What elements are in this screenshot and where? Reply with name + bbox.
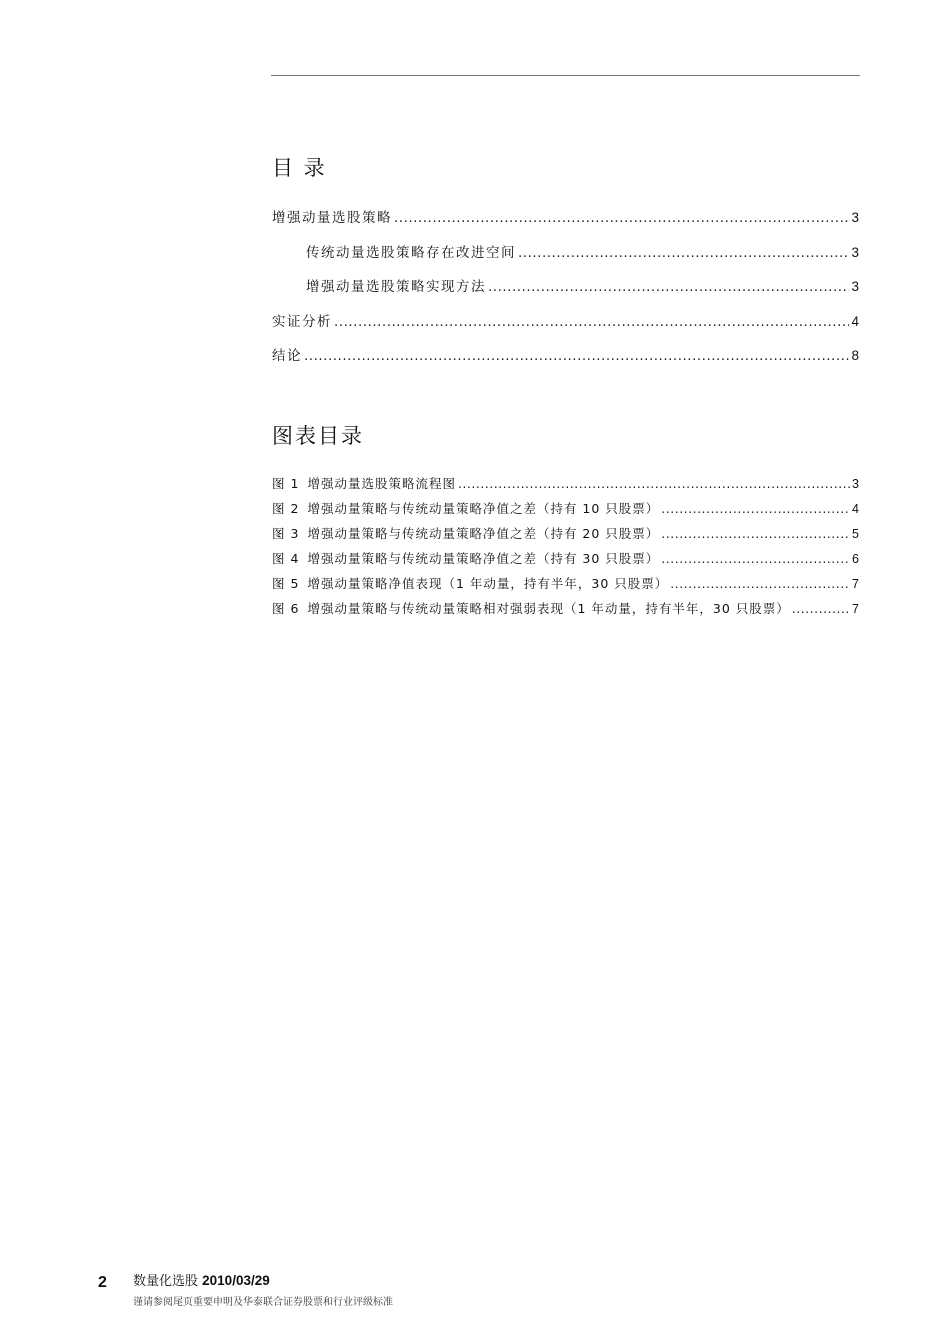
toc-entry[interactable] <box>272 344 859 364</box>
dot-leader <box>458 476 850 491</box>
figure-entry-page: 4 <box>852 502 859 516</box>
figure-entry-page: 7 <box>852 577 859 591</box>
dot-leader <box>334 314 849 330</box>
figure-entry-number: 图 5 <box>272 576 300 591</box>
dot-leader <box>670 576 850 591</box>
figure-list-heading: 图表目录 <box>272 424 364 448</box>
figure-entry[interactable] <box>272 599 859 617</box>
toc-heading: 目 录 <box>272 156 327 180</box>
toc-entry-label: 实证分析 <box>272 314 332 330</box>
header-rule <box>271 75 860 76</box>
figure-entry[interactable] <box>272 549 859 567</box>
toc-entry-label: 结论 <box>272 348 302 364</box>
footer-report-title <box>133 1270 270 1289</box>
figure-entry-label: 增强动量策略与传统动量策略净值之差（持有 20 只股票） <box>307 526 660 541</box>
page-number: 2 <box>98 1274 107 1291</box>
toc-entry-page: 8 <box>851 348 859 363</box>
dot-leader <box>661 551 850 566</box>
report-title: 数量化选股 <box>133 1274 199 1289</box>
figure-entry[interactable] <box>272 474 859 492</box>
dot-leader <box>488 279 849 295</box>
dot-leader <box>661 501 850 516</box>
figure-entry[interactable] <box>272 499 859 517</box>
toc-entry-page: 3 <box>851 210 859 225</box>
figure-entry-label: 增强动量策略与传统动量策略净值之差（持有 10 只股票） <box>307 501 660 516</box>
toc-entry-label: 增强动量选股策略实现方法 <box>306 279 486 295</box>
toc-entry[interactable] <box>272 310 859 330</box>
toc-entry-page: 3 <box>851 245 859 260</box>
dot-leader <box>661 526 850 541</box>
toc-entry-label: 传统动量选股策略存在改进空间 <box>306 245 516 261</box>
dot-leader <box>518 245 849 261</box>
toc-entry-page: 4 <box>851 314 859 329</box>
figure-entry-label: 增强动量策略与传统动量策略净值之差（持有 30 只股票） <box>307 551 660 566</box>
figure-entry-page: 7 <box>852 602 859 616</box>
figure-entry-number: 图 1 <box>272 476 300 491</box>
figure-entry-number: 图 6 <box>272 601 300 616</box>
toc-entry[interactable] <box>272 206 859 226</box>
figure-entry-page: 6 <box>852 552 859 566</box>
toc-entry-label: 增强动量选股策略 <box>272 210 392 226</box>
toc-entry-page: 3 <box>851 279 859 294</box>
figure-entry-page: 5 <box>852 527 859 541</box>
report-date: 2010/03/29 <box>202 1273 270 1288</box>
figure-entry-label: 增强动量选股策略流程图 <box>307 476 456 491</box>
figure-entry[interactable] <box>272 524 859 542</box>
dot-leader <box>792 601 850 616</box>
figure-entry-number: 图 2 <box>272 501 300 516</box>
dot-leader <box>304 348 849 364</box>
toc-entry[interactable] <box>306 275 859 295</box>
footer-disclaimer: 谨请参阅尾页重要申明及华泰联合证券股票和行业评级标准 <box>133 1297 393 1308</box>
figure-entry-number: 图 3 <box>272 526 300 541</box>
figure-entry[interactable] <box>272 574 859 592</box>
toc-entry[interactable] <box>306 241 859 261</box>
figure-entry-label: 增强动量策略净值表现（1 年动量，持有半年，30 只股票） <box>307 576 669 591</box>
figure-entry-number: 图 4 <box>272 551 300 566</box>
dot-leader <box>394 210 849 226</box>
figure-entry-label: 增强动量策略与传统动量策略相对强弱表现（1 年动量，持有半年，30 只股票） <box>307 601 790 616</box>
figure-entry-page: 3 <box>852 477 859 491</box>
